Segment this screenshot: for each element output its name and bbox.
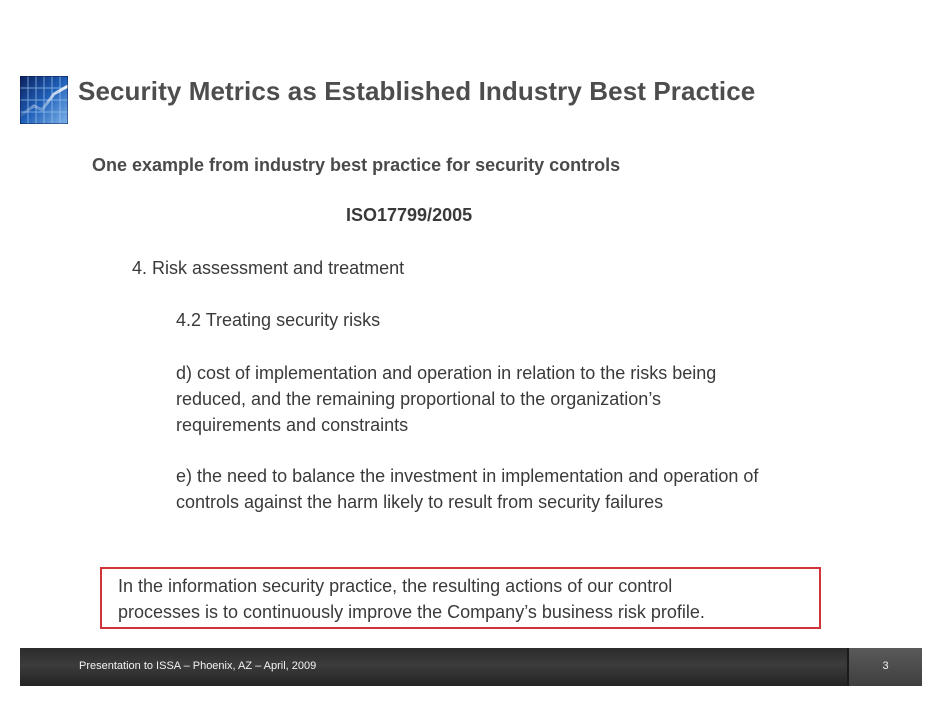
footer-bar [20,648,922,686]
page-number: 3 [882,660,889,672]
slide-title: Security Metrics as Established Industry Best Practice [78,76,756,106]
slide-subtitle: One example from industry best practice for security controls [92,155,621,175]
item-d [176,360,716,438]
subsection-heading: 4.2 Treating security risks [176,310,381,330]
callout-line: In the information security practice, the resulting actions of our control [118,576,673,596]
footer-text: Presentation to ISSA – Phoenix, AZ – April, 2009 [79,660,317,672]
callout-line: processes is to continuously improve the Company’s business risk profile. [118,602,705,622]
standard-label: ISO17799/2005 [346,205,473,225]
item-d-line: d) cost of implementation and operation in relation to the risks being [176,363,717,383]
callout-box [100,567,821,629]
page-number-box [847,648,922,686]
item-e-line: e) the need to balance the investment in implementation and operation of [176,466,759,486]
item-e [176,463,758,515]
item-d-line: reduced, and the remaining proportional to the organization’s [176,389,661,409]
item-d-line: requirements and constraints [176,415,409,435]
blue-grid-logo-icon [20,76,68,124]
item-e-line: controls against the harm likely to result from security failures [176,492,664,512]
section-heading: 4. Risk assessment and treatment [132,258,405,278]
